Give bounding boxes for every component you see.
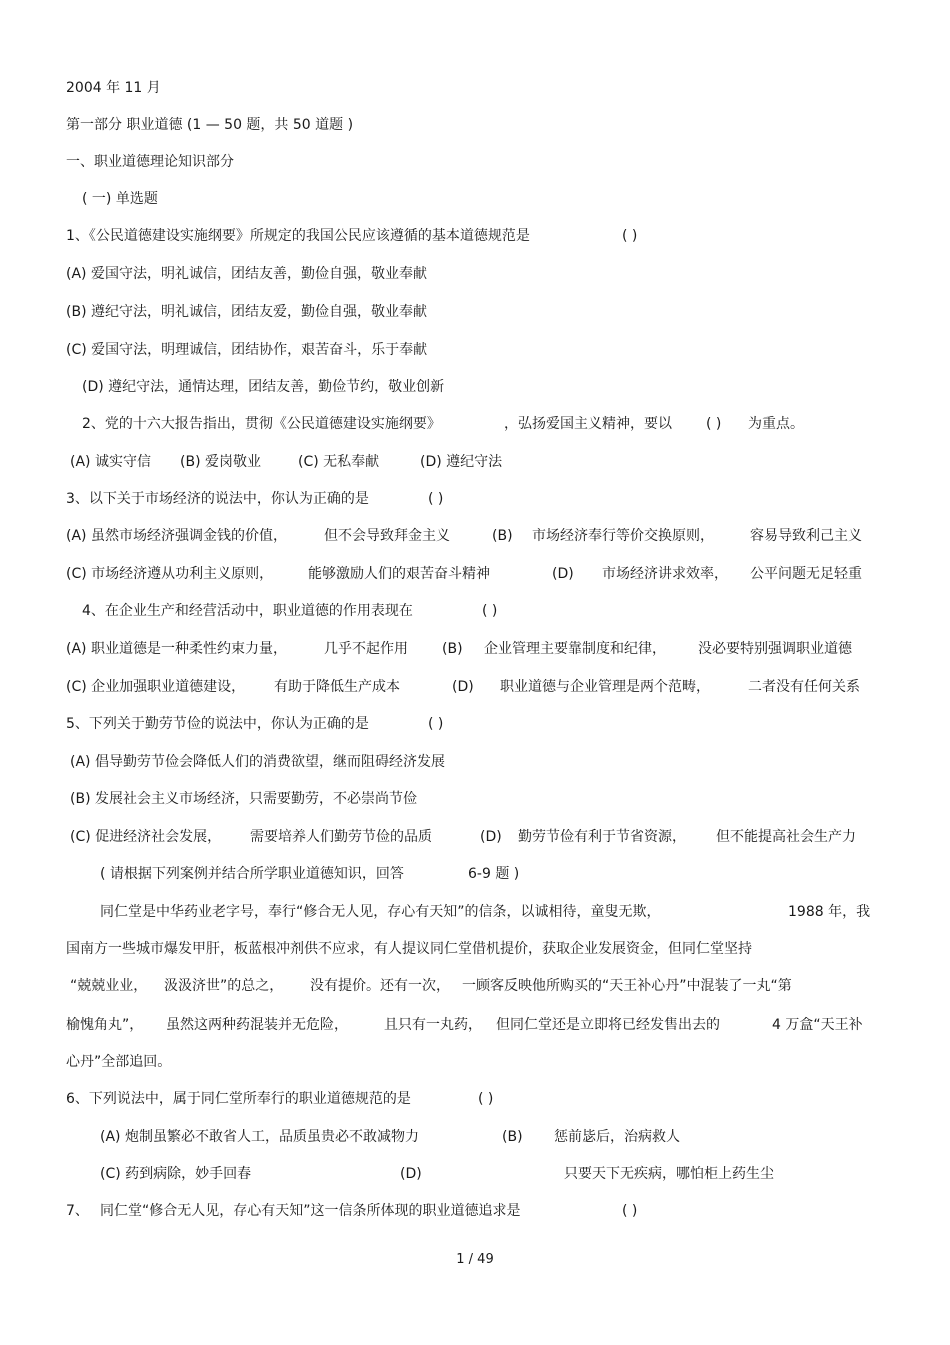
page-number: 1 / 49 [456,1252,494,1267]
document-page: 2004 年 11 月 第一部分 职业道德 (1 — 50 题，共 50 道题 ) 一、职业道德理论知识部分 ( 一) 单选题 1、《公民道德建设实施纲要》所规定的我国公民应该遵循的基本道德规范是 ( ) (A) 爱国守法，明礼诚信，团结友善，勤俭自强，敬业奉献 (B) 遵纪守法，明礼诚信，团结友爱，勤俭自强，敬业奉献 (C) 爱国守法，明理诚信，团结协作，艰苦奋斗，乐于奉献 (D) 遵纪守法，通情达理，团结友善，勤俭节约，敬业创新 2、党的十六大报告指出，贯彻《公民道德建设实施纲要》 ，弘扬爱国主义精神，要以 ( ) 为重点。 (A) 诚实守信 (B) 爱岗敬业 (C) 无私奉献 (D) 遵纪守法 3、以下关于市场经济的说法中，你认为正确的是 ( ) (A) 虽然市场经济强调金钱的价值， 但不会导致拜金主义 (B) 市场经济奉行等价交换原则， 容易导致利己主义 (C) 市场经济遵从功利主义原则， 能够激励人们的艰苦奋斗精神 (D) 市场经济讲求效率， 公平问题无足轻重 4、在企业生产和经营活动中，职业道德的作用表现在 ( ) (A) 职业道德是一种柔性约束力量， 几乎不起作用 (B) 企业管理主要靠制度和纪律， 没必要特别强调职业道德 (C) 企业加强职业道德建设， 有助于降低生产成本 (D) 职业道德与企业管理是两个范畴， 二者没有任何关系 5、下列关于勤劳节俭的说法中，你认为正确的是 ( ) (A) 倡导勤劳节俭会降低人们的消费欲望，继而阻碍经济发展 (B) 发展社会主义市场经济，只需要勤劳，不必崇尚节俭 (C) 促进经济社会发展， 需要培养人们勤劳节俭的品质 (D) 勤劳节俭有利于节省资源， 但不能提高社会生产力 ( 请根据下列案例并结合所学职业道德知识，回答 6-9 题 ) 同仁堂是中华药业老字号，奉行“修合无人见，存心有天知”的信条，以诚相待，童叟无欺， 1988 年，我 国南方一些城市爆发甲肝，板蓝根冲剂供不应求，有人提议同仁堂借机提价，获取企业发展资金，但同仁堂坚持 “兢兢业业， 汲汲济世”的总之， 没有提价。还有一次， 一顾客反映他所购买的“天王补心丹”中混装了一丸“第 榆愧角丸”， 虽然这两种药混装并无危险， 且只有一丸药， 但同仁堂还是立即将已经发售出去的 4 万盒“天王补 心丹”全部追回。 6、下列说法中，属于同仁堂所奉行的职业道德规范的是 ( ) (A) 炮制虽繁必不敢省人工，品质虽贵必不敢减物力 (B) 惩前毖后，治病救人 (C) 药到病除，妙手回春 (D) 只要天下无疾病，哪怕柜上药生尘 7、 同仁堂“修合无人见，存心有天知”这一信条所体现的职业道德追求是 ( ) 1 / 49 [0,0,950,1345]
